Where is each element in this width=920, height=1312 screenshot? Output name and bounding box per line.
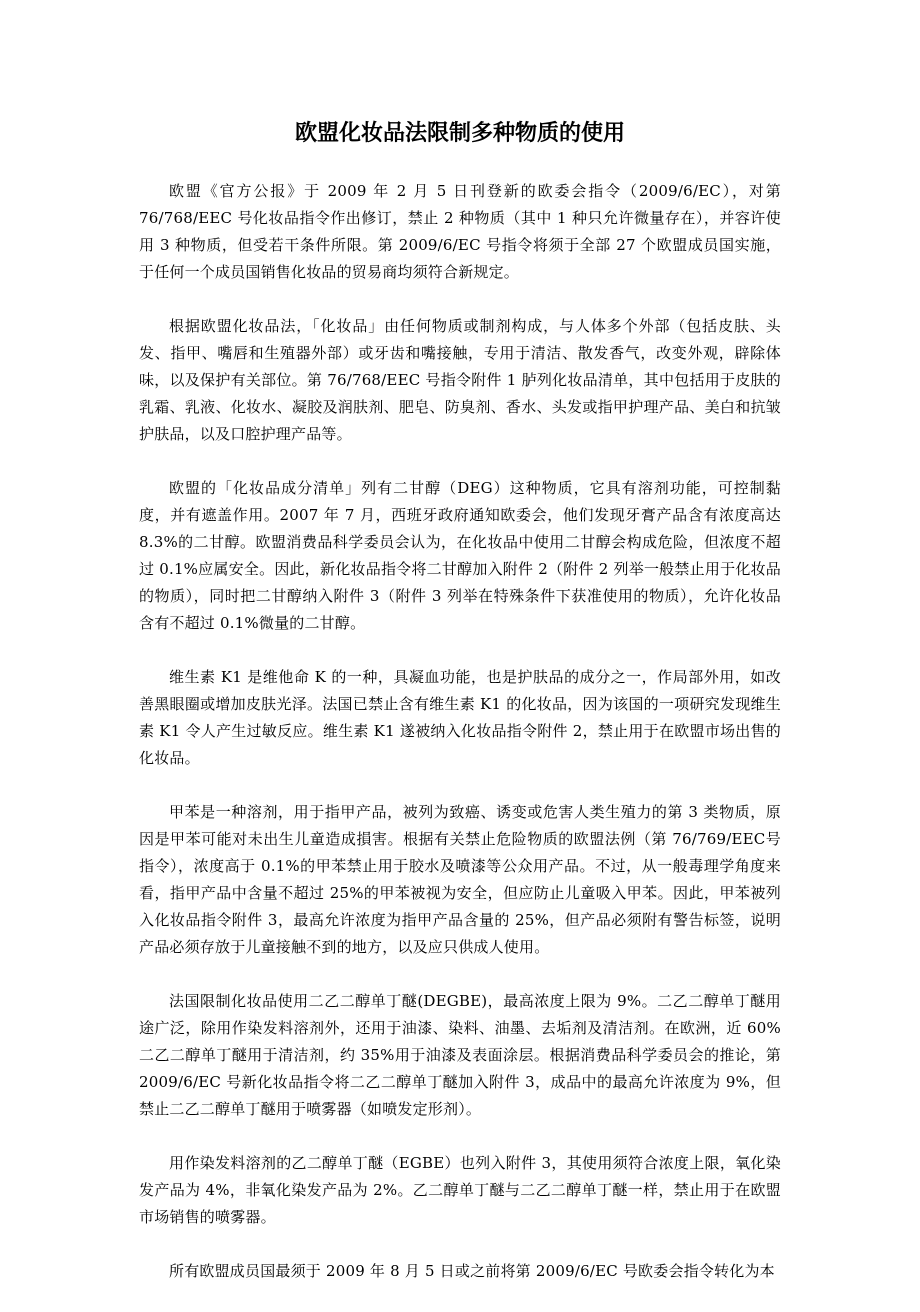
document-body xyxy=(139,178,781,1312)
paragraph-intro: 欧盟《官方公报》于 2009 年 2 月 5 日刊登新的欧委会指令（2009/6/EC），对第76/768/EEC 号化妆品指令作出修订，禁止 2 种物质（其中 1 种只允许微量存在），并容许使用 3 种物质，但受若干条件所限。第 2009/6/EC 号指令将须于全部 27 个欧盟成员国实施，于任何一个成员国销售化妆品的贸易商均须符合新规定。 xyxy=(139,182,781,281)
paragraph-vitamin-k1: 维生素 K1 是维他命 K 的一种，具凝血功能，也是护肤品的成分之一，作局部外用，如改善黑眼圈或增加皮肤光泽。法国已禁止含有维生素 K1 的化妆品，因为该国的一项研究发现维生素 K1 令人产生过敏反应。维生素 K1 遂被纳入化妆品指令附件 2，禁止用于在欧盟市场出售的化妆品。 xyxy=(139,668,781,767)
paragraph-deadline: 所有欧盟成员国最须于 2009 年 8 月 5 日或之前将第 2009/6/EC 号欧委会指令转化为本 xyxy=(169,1262,775,1280)
paragraph-deg: 欧盟的「化妆品成分清单」列有二甘醇（DEG）这种物质，它具有溶剂功能，可控制黏度，并有遮盖作用。2007 年 7 月，西班牙政府通知欧委会，他们发现牙膏产品含有浓度高达 8.3%的二甘醇。欧盟消费品科学委员会认为，在化妆品中使用二甘醇会构成危险，但浓度不超过 0.1%应属安全。因此，新化妆品指令将二甘醇加入附件 2（附件 2 列举一般禁止用于化妆品的物质），同时把二甘醇纳入附件 3（附件 3 列举在特殊条件下获准使用的物质），允许化妆品含有不超过 0.1%微量的二甘醇。 xyxy=(139,479,781,632)
document-title: 欧盟化妆品法限制多种物质的使用 xyxy=(294,121,625,146)
paragraph-cosmetics-definition: 根据欧盟化妆品法，「化妆品」由任何物质或制剂构成，与人体多个外部（包括皮肤、头发、指甲、嘴唇和生殖器外部）或牙齿和嘴接触，专用于清洁、散发香气，改变外观，辟除体味，以及保护有关部位。第 76/768/EEC 号指令附件 1 胪列化妆品清单，其中包括用于皮肤的乳霜、乳液、化妆水、凝胶及润肤剂、肥皂、防臭剂、香水、头发或指甲护理产品、美白和抗皱护肤品，以及口腔护理产品等。 xyxy=(139,317,781,443)
paragraph-egbe: 用作染发料溶剂的乙二醇单丁醚（EGBE）也列入附件 3，其使用须符合浓度上限，氧化染发产品为 4%，非氧化染发产品为 2%。乙二醇单丁醚与二乙二醇单丁醚一样，禁止用于在欧盟市场销售的喷雾器。 xyxy=(139,1154,781,1226)
paragraph-degbe: 法国限制化妆品使用二乙二醇单丁醚(DEGBE)，最高浓度上限为 9%。二乙二醇单丁醚用途广泛，除用作染发料溶剂外，还用于油漆、染料、油墨、去垢剂及清洁剂。在欧洲，近 60%二乙二醇单丁醚用于清洁剂，约 35%用于油漆及表面涂层。根据消费品科学委员会的推论，第 2009/6/EC 号新化妆品指令将二乙二醇单丁醚加入附件 3，成品中的最高允许浓度为 9%，但禁止二乙二醇单丁醚用于喷雾器（如喷发定形剂）。 xyxy=(139,992,781,1118)
paragraph-toluene: 甲苯是一种溶剂，用于指甲产品，被列为致癌、诱变或危害人类生殖力的第 3 类物质，原因是甲苯可能对未出生儿童造成損害。根据有关禁止危险物质的欧盟法例（第 76/769/EEC号指令），浓度高于 0.1%的甲苯禁止用于胶水及喷漆等公众用产品。不过，从一般毒理学角度来看，指甲产品中含量不超过 25%的甲苯被视为安全，但应防止儿童吸入甲苯。因此，甲苯被列入化妆品指令附件 3，最高允许浓度为指甲产品含量的 25%，但产品必须附有警告标签，说明产品必须存放于儿童接触不到的地方，以及应只供成人使用。 xyxy=(139,803,781,956)
